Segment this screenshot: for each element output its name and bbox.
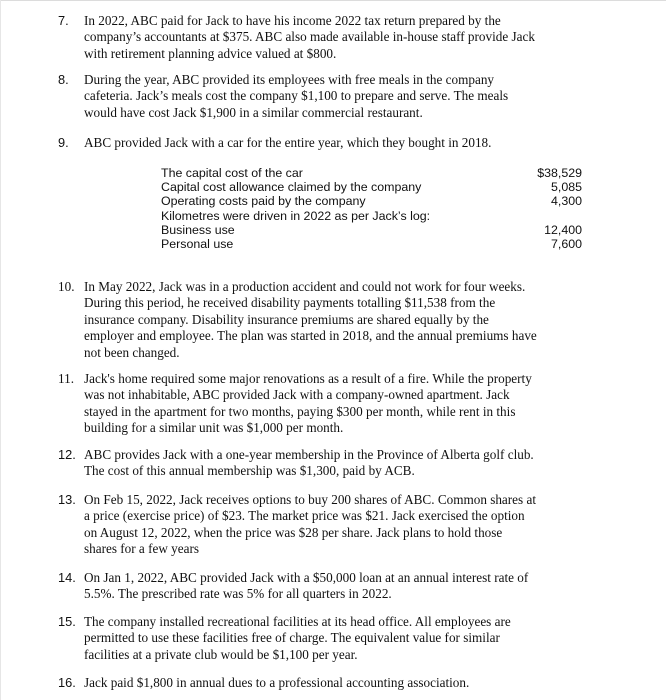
item-text-line: would have cost Jack $1,900 in a similar commercial restaurant. (84, 104, 423, 120)
table-row (161, 237, 582, 251)
row-value: 12,400 (544, 222, 582, 237)
item-number: 12. (58, 447, 76, 462)
row-label: Capital cost allowance claimed by the company (161, 180, 422, 195)
question-item-16 (58, 675, 584, 691)
item-text-line: was not inhabitable, ABC provided Jack with a company-owned apartment. Jack (84, 387, 510, 403)
item-text-line: 5.5%. The prescribed rate was 5% for all quarters in 2022. (84, 586, 392, 602)
question-item-14 (58, 570, 584, 603)
row-label: Operating costs paid by the company (161, 194, 366, 209)
table-row (161, 209, 582, 223)
item-text-line: In 2022, ABC paid for Jack to have his income 2022 tax return prepared by the (84, 13, 501, 28)
item-text-line: employer and employee. The plan was started in 2018, and the annual premiums have (84, 328, 537, 344)
question-item-15 (58, 614, 584, 663)
item-text-line: The cost of this annual membership was $1,300, paid by ACB. (84, 463, 415, 479)
question-item-7 (58, 13, 584, 62)
item-number: 7. (58, 13, 69, 28)
item-text-line: During the year, ABC provided its employees with free meals in the company (84, 72, 495, 87)
item-number: 8. (58, 72, 69, 87)
item-text-line: The company installed recreational facilities at its head office. All employees are (84, 614, 511, 629)
item-text-line: shares for a few years (84, 541, 199, 557)
item-text-line: building for a similar unit was $1,000 per month. (84, 420, 344, 436)
item-number: 15. (58, 614, 76, 629)
item-text-line: facilities at a private club would be $1,100 per year. (84, 646, 358, 662)
item-text-line: stayed in the apartment for two months, paying $300 per month, while rent in this (84, 403, 516, 419)
row-value: 5,085 (550, 180, 582, 195)
item-text-line: insurance company. Disability insurance premiums are shared equally by the (84, 311, 489, 327)
item-text-line: In May 2022, Jack was in a production accident and could not work for four weeks. (84, 279, 526, 294)
item-text-line: with retirement planning advice valued at $800. (84, 45, 337, 61)
item-text-line: a price (exercise price) of $23. The market price was $21. Jack exercised the option (84, 508, 525, 524)
item-text-line: company’s accountants at $375. ABC also made available in-house staff provide Jack (84, 29, 535, 45)
question-item-8 (58, 72, 584, 121)
item-number: 14. (58, 570, 76, 585)
item-number: 16. (58, 675, 76, 690)
item-number: 11. (58, 371, 74, 386)
row-value: 7,600 (550, 236, 582, 251)
question-item-9 (58, 135, 584, 151)
row-value: 4,300 (550, 194, 582, 209)
table-row (161, 180, 582, 194)
row-label: The capital cost of the car (161, 166, 303, 180)
item-text-line: During this period, he received disability payments totalling $11,538 from the (84, 295, 496, 311)
car-details-table (161, 166, 582, 251)
item-text-line: On Feb 15, 2022, Jack receives options to buy 200 shares of ABC. Common shares at (84, 492, 536, 507)
table-row (161, 223, 582, 237)
item-text-line: ABC provides Jack with a one-year membership in the Province of Alberta golf club. (84, 447, 534, 462)
item-text-line: Jack's home required some major renovations as a result of a fire. While the property (84, 371, 532, 386)
item-number: 9. (58, 135, 69, 150)
item-text-line: On Jan 1, 2022, ABC provided Jack with a $50,000 loan at an annual interest rate of (84, 570, 529, 585)
table-row (161, 166, 582, 180)
question-item-12 (58, 447, 584, 480)
row-label: Kilometres were driven in 2022 as per Jack’s log: (161, 208, 431, 223)
item-number: 10. (58, 279, 75, 294)
top-border (0, 0, 666, 1)
question-item-13 (58, 492, 584, 558)
table-row (161, 194, 582, 208)
item-text-line: ABC provided Jack with a car for the entire year, which they bought in 2018. (84, 135, 492, 150)
row-value: $38,529 (537, 166, 582, 180)
item-text-line: permitted to use these facilities free of charge. The equivalent value for similar (84, 630, 500, 646)
item-text-line: not been changed. (84, 344, 180, 360)
item-text-line: Jack paid $1,800 in annual dues to a professional accounting association. (84, 675, 470, 690)
item-text-line: on August 12, 2022, when the price was $28 per share. Jack plans to hold those (84, 524, 503, 540)
left-border (0, 0, 1, 700)
row-label: Personal use (161, 236, 234, 251)
item-text-line: cafeteria. Jack’s meals cost the company $1,100 to prepare and serve. The meals (84, 88, 509, 104)
question-item-11 (58, 371, 584, 437)
question-item-10 (58, 279, 584, 361)
item-number: 13. (58, 492, 76, 507)
row-label: Business use (161, 222, 235, 237)
